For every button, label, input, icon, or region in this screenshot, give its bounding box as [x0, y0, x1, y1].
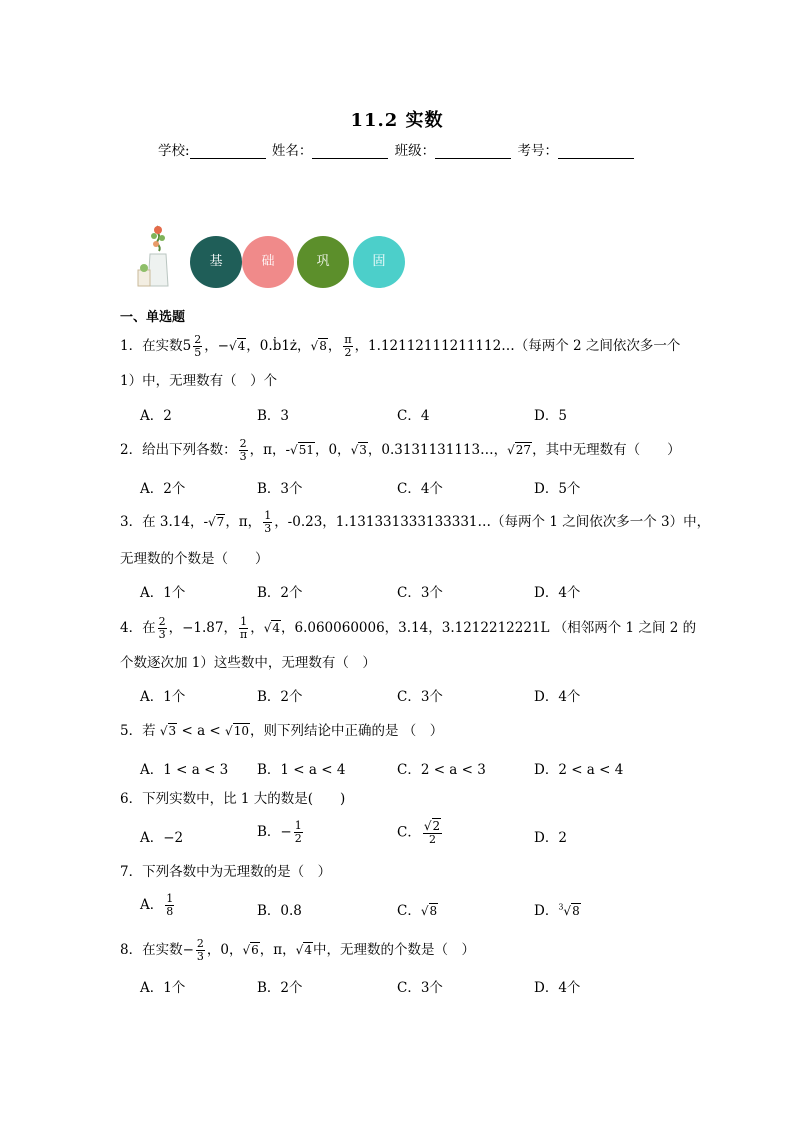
question-5: 5．若 √3 < a < √10，则下列结论中正确的是 （ ） — [120, 723, 444, 739]
option-b[interactable]: B．− $\frac{1}{2}$ — [257, 819, 302, 845]
option-d[interactable]: D．4个 — [534, 980, 581, 996]
option-a[interactable]: A． $\frac{1}{8}$ — [140, 892, 174, 918]
option-b[interactable]: B．3个 — [257, 481, 303, 497]
option-b[interactable]: B．1 < a < 4 — [257, 762, 346, 778]
option-d[interactable]: D．5个 — [534, 481, 581, 497]
question-3-line2: 无理数的个数是（ ） — [120, 551, 269, 567]
student-info-line — [0, 139, 794, 159]
option-a[interactable]: A．−2 — [140, 830, 184, 846]
question-8-options — [140, 976, 700, 1000]
school-blank[interactable] — [190, 144, 266, 159]
option-c[interactable]: C． $\frac{√2}{2}$ — [397, 819, 441, 846]
option-b[interactable]: B．3 — [257, 408, 290, 424]
option-c[interactable]: C．3个 — [397, 689, 443, 705]
option-d[interactable]: D．4个 — [534, 689, 581, 705]
question-2: 2．给出下列各数： $\frac{2}{3}$ ，π，-√51，0，√3，0.3131131113…，√27，其中无理数有（ ） — [120, 437, 681, 463]
question-3: 3．在 3.14，-√7，π， $\frac{1}{3}$ ，-0.23，1.131331333133331…（每两个 1 之间依次多一个 3）中， — [120, 509, 711, 535]
question-4: 4．在 $\frac{2}{3}$ ，−1.87， $\frac{1}{\pi}$ ，√4，6.060060006，3.14，3.1212212221L （相邻两个 1 之间 2 的 — [120, 615, 697, 641]
banner-char-gong: 巩 — [297, 236, 349, 288]
potted-plant-vase-icon — [136, 224, 178, 290]
exam-number-label: 考号： — [517, 143, 558, 159]
question-7: 7．下列各数中为无理数的是（ ） — [120, 864, 332, 880]
question-2-options — [140, 477, 700, 501]
option-d[interactable]: D．4个 — [534, 585, 581, 601]
option-c[interactable]: C．3个 — [397, 980, 443, 996]
option-a[interactable]: A．1个 — [140, 585, 186, 601]
option-a[interactable]: A．1个 — [140, 980, 186, 996]
question-8: 8．在实数− $\frac{2}{3}$ ，0，√6，π，√4中，无理数的个数是（ ） — [120, 937, 475, 963]
banner-char-ji: 基 — [190, 236, 242, 288]
option-d[interactable]: D．2 — [534, 830, 567, 846]
question-1-options — [140, 404, 700, 428]
question-6: 6．下列实数中，比 1 大的数是( ) — [120, 791, 346, 807]
option-c[interactable]: C．4 — [397, 408, 430, 424]
option-c[interactable]: C．√8 — [397, 903, 438, 919]
option-b[interactable]: B．2个 — [257, 585, 303, 601]
name-blank[interactable] — [312, 144, 388, 159]
exam-number-blank[interactable] — [558, 144, 634, 159]
option-c[interactable]: C．2 < a < 3 — [397, 762, 486, 778]
name-label: 姓名： — [271, 143, 313, 159]
option-a[interactable]: A．1 < a < 3 — [140, 762, 229, 778]
section-title: 一、单选题 — [120, 310, 186, 325]
banner-char-chu: 础 — [242, 236, 294, 288]
page-title: 11.2 实数 — [350, 110, 444, 131]
option-d[interactable]: D．2 < a < 4 — [534, 762, 624, 778]
class-label: 班级： — [394, 143, 436, 159]
question-1-line2: 1）中，无理数有（ ）个 — [120, 373, 278, 389]
option-c[interactable]: C．3个 — [397, 585, 443, 601]
option-d[interactable]: D．5 — [534, 408, 567, 424]
question-4-options — [140, 685, 700, 709]
banner-char-gu: 固 — [353, 236, 405, 288]
class-blank[interactable] — [435, 144, 511, 159]
question-5-options — [140, 758, 700, 782]
option-b[interactable]: B．2个 — [257, 689, 303, 705]
option-b[interactable]: B．0.8 — [257, 903, 302, 919]
option-a[interactable]: A．2 — [140, 408, 172, 424]
question-7-options — [140, 893, 700, 927]
option-a[interactable]: A．1个 — [140, 689, 186, 705]
option-b[interactable]: B．2个 — [257, 980, 303, 996]
question-1: 1．在实数5 $\frac{2}{5}$ ，−√4，0.ḃ1ż，√8， $\frac{\pi}{2}$ ，1.12112111211112…（每两个 2 之间依次多一个 — [120, 333, 681, 359]
option-d[interactable]: D．$^3$√8 — [534, 902, 580, 919]
school-label: 学校: — [158, 143, 190, 159]
question-3-options — [140, 581, 700, 605]
question-4-line2: 个数逐次加 1）这些数中，无理数有（ ） — [120, 655, 376, 671]
question-6-options — [140, 820, 700, 854]
option-c[interactable]: C．4个 — [397, 481, 443, 497]
option-a[interactable]: A．2个 — [140, 481, 186, 497]
